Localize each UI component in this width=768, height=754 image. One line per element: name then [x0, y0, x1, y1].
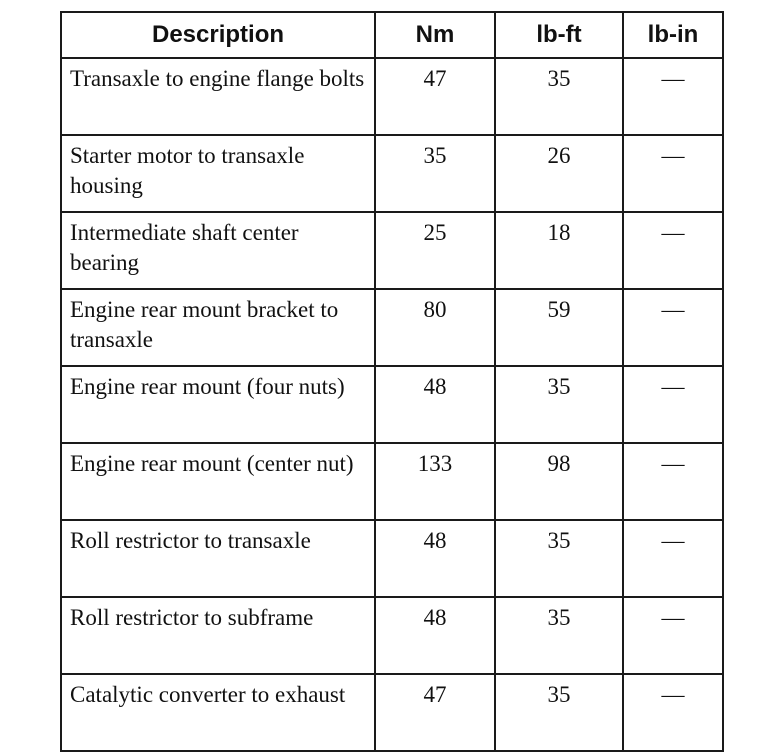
row-nm: 47: [375, 58, 495, 135]
torque-spec-table: [60, 11, 724, 752]
row-lbin: —: [623, 212, 723, 289]
row-lbin: —: [623, 443, 723, 520]
row-description: Intermediate shaft center bearing: [61, 212, 375, 289]
row-description: Starter motor to transaxle housing: [61, 135, 375, 212]
row-lbft: 18: [495, 212, 623, 289]
row-description: Engine rear mount (center nut): [61, 443, 375, 520]
table-row: [61, 520, 723, 597]
table-row: [61, 212, 723, 289]
header-nm: Nm: [375, 12, 495, 58]
table-row: [61, 443, 723, 520]
row-lbin: —: [623, 289, 723, 366]
row-lbft: 35: [495, 597, 623, 674]
row-nm: 25: [375, 212, 495, 289]
row-description: Roll restrictor to subframe: [61, 597, 375, 674]
table-row: [61, 366, 723, 443]
row-description: Engine rear mount bracket to transaxle: [61, 289, 375, 366]
header-description: Description: [61, 12, 375, 58]
row-lbft: 35: [495, 520, 623, 597]
row-lbft: 98: [495, 443, 623, 520]
row-nm: 48: [375, 366, 495, 443]
table-row: [61, 597, 723, 674]
row-lbin: —: [623, 520, 723, 597]
table-header-row: [61, 12, 723, 58]
table-row: [61, 289, 723, 366]
row-nm: 48: [375, 520, 495, 597]
row-description: Catalytic converter to exhaust: [61, 674, 375, 751]
row-description: Roll restrictor to transaxle: [61, 520, 375, 597]
row-lbin: —: [623, 366, 723, 443]
row-lbft: 59: [495, 289, 623, 366]
row-nm: 80: [375, 289, 495, 366]
row-lbin: —: [623, 58, 723, 135]
row-description: Engine rear mount (four nuts): [61, 366, 375, 443]
table-row: [61, 674, 723, 751]
row-lbin: —: [623, 597, 723, 674]
table-row: [61, 58, 723, 135]
row-description: Transaxle to engine flange bolts: [61, 58, 375, 135]
row-lbft: 35: [495, 58, 623, 135]
row-lbft: 35: [495, 366, 623, 443]
table-row: [61, 135, 723, 212]
row-nm: 48: [375, 597, 495, 674]
header-lbin: lb-in: [623, 12, 723, 58]
row-nm: 35: [375, 135, 495, 212]
row-lbft: 26: [495, 135, 623, 212]
row-lbft: 35: [495, 674, 623, 751]
row-nm: 47: [375, 674, 495, 751]
row-lbin: —: [623, 135, 723, 212]
row-lbin: —: [623, 674, 723, 751]
header-lbft: lb-ft: [495, 12, 623, 58]
row-nm: 133: [375, 443, 495, 520]
